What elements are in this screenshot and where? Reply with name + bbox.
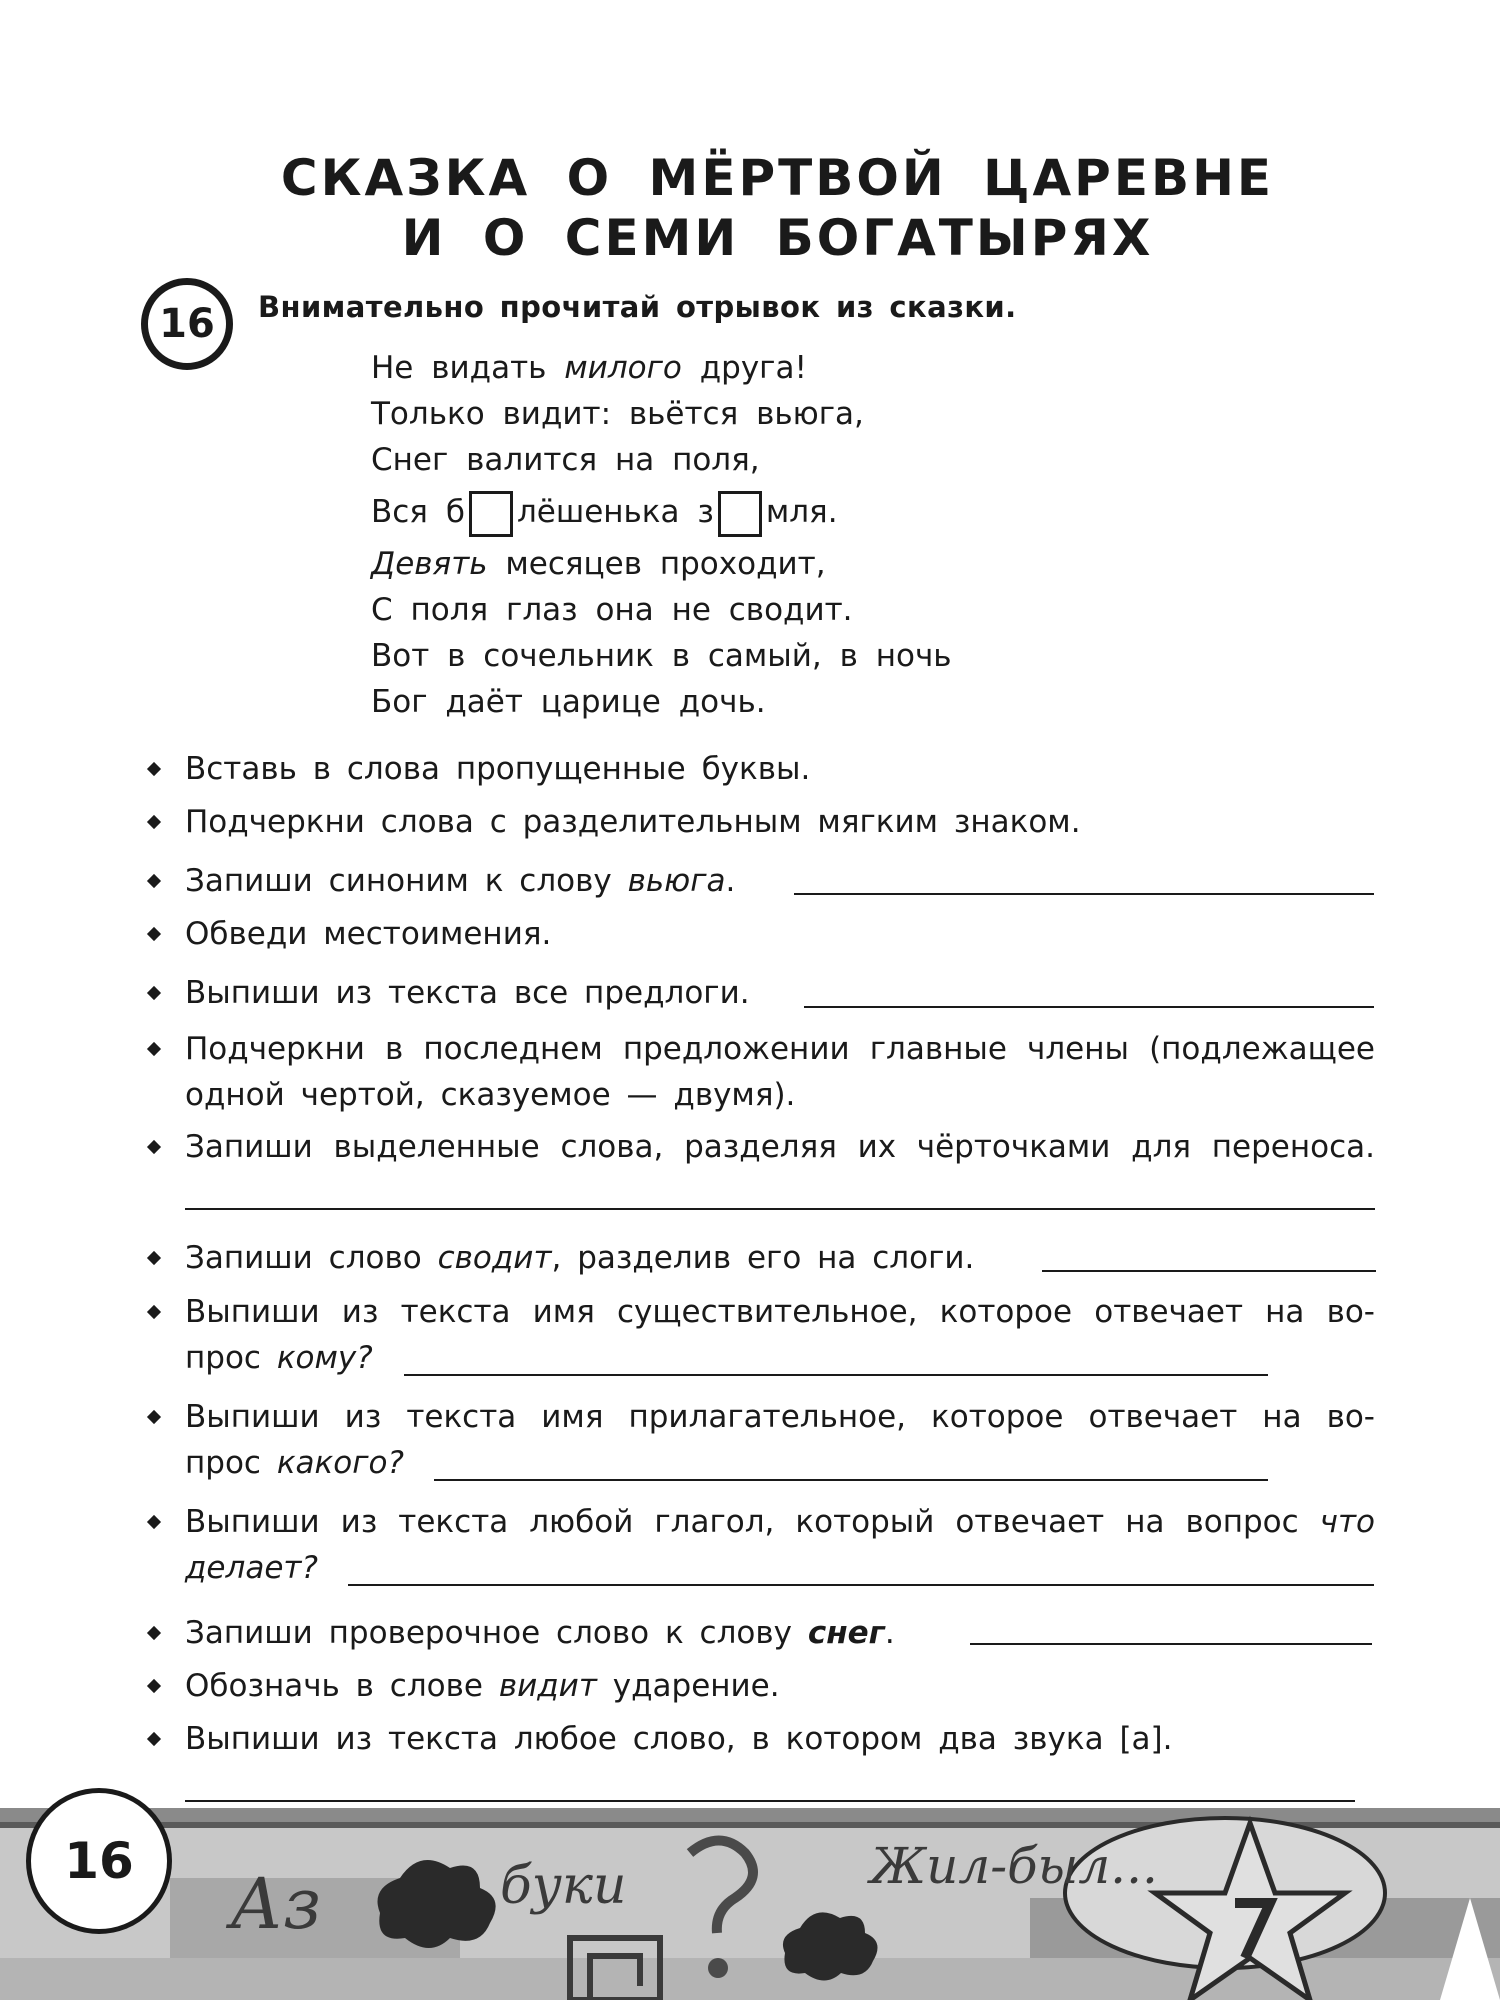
- task-item: [185, 1394, 1375, 1486]
- page-title: [0, 148, 1500, 268]
- task-text: прос: [185, 1445, 277, 1481]
- task-item: Вставь в слова пропущенные буквы.: [185, 746, 1375, 792]
- task-word: какого?: [276, 1445, 404, 1481]
- task-item: [185, 1289, 1375, 1381]
- poem-line: Только видит: вьётся вьюга,: [371, 396, 864, 432]
- task-item: Выпиши из текста любое слово, в котором два звука [а].: [185, 1716, 1375, 1762]
- missing-letter-box[interactable]: [718, 491, 762, 537]
- script-buki: буки: [500, 1856, 627, 1916]
- task-text: , разделив его на слоги.: [551, 1240, 975, 1276]
- task-text: ударение.: [596, 1668, 780, 1704]
- task-text-line: [185, 1499, 1375, 1545]
- task-item: Обведи местоимения.: [185, 911, 1375, 957]
- poem-text: Вся б: [371, 494, 465, 530]
- task-text: Подчеркни в последнем предложении главные члены (подлежащее: [185, 1031, 1375, 1067]
- page-number-badge: [26, 1788, 172, 1934]
- task-word: вьюга: [627, 863, 726, 899]
- task-heading: Внимательно прочитай отрывок из сказки.: [258, 290, 1017, 324]
- answer-line[interactable]: [185, 1208, 1375, 1210]
- poem-line: [371, 483, 952, 541]
- task-word: сводит: [437, 1240, 552, 1276]
- task-text: Запиши слово: [185, 1240, 438, 1276]
- title-line-1: СКАЗКА О МЁРТВОЙ ЦАРЕВНЕ: [280, 149, 1275, 207]
- title-line-2: И О СЕМИ БОГАТЫРЯХ: [401, 209, 1154, 267]
- poem-text: друга!: [681, 350, 807, 386]
- task-text: Выпиши из текста имя прилагательное, которое отвечает на во-: [185, 1399, 1375, 1435]
- task-text: прос: [185, 1340, 277, 1376]
- task-word: кому?: [276, 1340, 373, 1376]
- poem-line: С поля глаз она не сводит.: [371, 592, 853, 628]
- answer-line[interactable]: [434, 1479, 1268, 1481]
- task-text: Запиши синоним к слову: [185, 863, 628, 899]
- task-text: Запиши проверочное слово к слову: [185, 1615, 808, 1651]
- task-number: 16: [159, 301, 215, 347]
- task-word: снег: [807, 1615, 885, 1651]
- page-number: 16: [64, 1832, 134, 1890]
- task-text: Обозначь в слове: [185, 1668, 499, 1704]
- task-item: Подчеркни слова с разделительным мягким знаком.: [185, 799, 1375, 845]
- poem-line: Вот в сочельник в самый, в ночь: [371, 638, 952, 674]
- highlighted-word: милого: [564, 350, 682, 386]
- poem-line: Снег валится на поля,: [371, 442, 760, 478]
- answer-line[interactable]: [1042, 1270, 1376, 1272]
- task-text: Выпиши из текста любой глагол, который отвечает на вопрос: [185, 1504, 1320, 1540]
- task-word: что: [1319, 1504, 1375, 1540]
- answer-line[interactable]: [404, 1374, 1268, 1376]
- decorative-footer: [0, 1808, 1500, 2000]
- answer-line[interactable]: [970, 1643, 1372, 1645]
- task-item: [185, 858, 1375, 904]
- poem-line: [371, 345, 952, 391]
- poem-line: Бог даёт царице дочь.: [371, 684, 766, 720]
- task-text: Выпиши из текста имя существительное, которое отвечает на во-: [185, 1294, 1375, 1330]
- poem-text: лёшенька з: [516, 494, 714, 530]
- footer-illustration: [0, 1808, 1500, 2000]
- script-az: Аз: [230, 1863, 322, 1945]
- task-item: [185, 1499, 1375, 1591]
- task-text: .: [884, 1615, 895, 1651]
- answer-line[interactable]: [185, 1800, 1355, 1802]
- script-zhil-byl: Жил-был...: [870, 1837, 1158, 1895]
- answer-line[interactable]: [804, 1006, 1374, 1008]
- task-word: видит: [498, 1668, 597, 1704]
- task-text: .: [725, 863, 736, 899]
- poem-text: месяцев проходит,: [487, 546, 826, 582]
- task-item: [185, 1235, 1375, 1281]
- poem-line: [371, 541, 952, 587]
- task-item: Запиши выделенные слова, разделяя их чёрточками для переноса.: [185, 1124, 1375, 1170]
- task-item: [185, 1026, 1375, 1118]
- poem-text: мля.: [765, 494, 838, 530]
- task-word: делает?: [185, 1550, 318, 1586]
- answer-line[interactable]: [794, 893, 1374, 895]
- poem-text: Не видать: [371, 350, 565, 386]
- answer-line[interactable]: [348, 1584, 1374, 1586]
- task-item: Выпиши из текста все предлоги.: [185, 970, 1375, 1016]
- task-item: [185, 1663, 1375, 1709]
- poem-excerpt: [371, 345, 952, 725]
- task-number-badge: [141, 278, 233, 370]
- task-item: [185, 1610, 1375, 1656]
- missing-letter-box[interactable]: [469, 491, 513, 537]
- task-text: одной чертой, сказуемое — двумя).: [185, 1077, 796, 1113]
- highlighted-word: Девять: [371, 546, 488, 582]
